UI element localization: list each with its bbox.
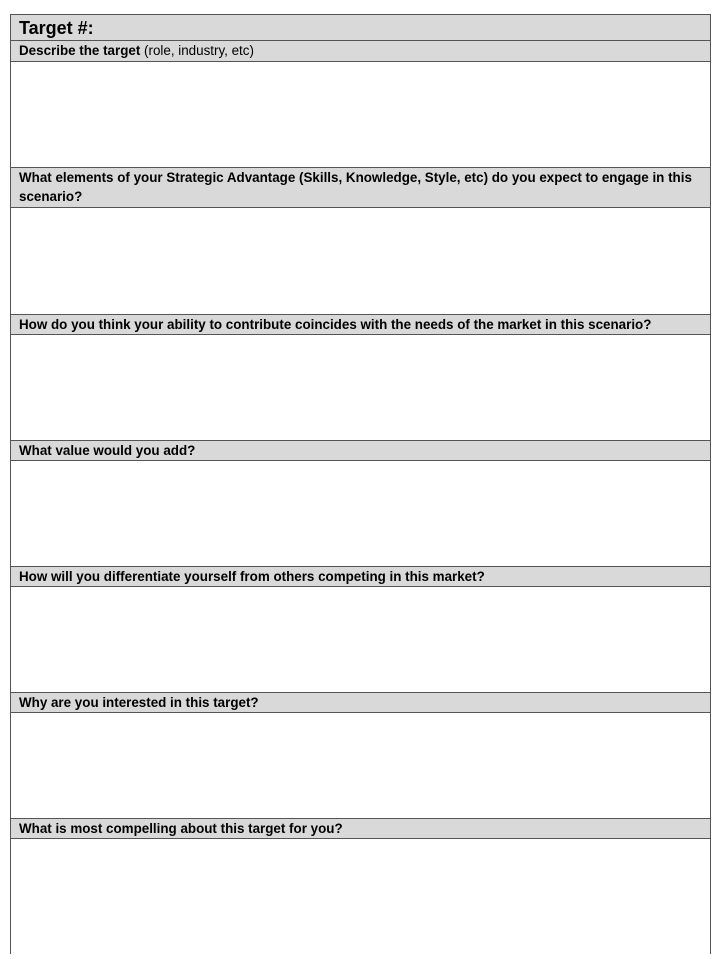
answer-box-value-add[interactable] — [11, 461, 710, 566]
question-bold-text: Describe the target — [19, 43, 141, 58]
question-most-compelling: What is most compelling about this target for you? — [11, 818, 710, 839]
question-value-add: What value would you add? — [11, 440, 710, 461]
question-describe-target — [11, 41, 710, 62]
answer-box-contribute-market-needs[interactable] — [11, 335, 710, 440]
answer-box-interest-reason[interactable] — [11, 713, 710, 818]
target-worksheet-form — [10, 14, 711, 954]
question-differentiate: How will you differentiate yourself from others competing in this market? — [11, 566, 710, 587]
question-normal-text: (role, industry, etc) — [140, 43, 254, 58]
question-contribute-market-needs: How do you think your ability to contribute coincides with the needs of the market in this scenario? — [11, 314, 710, 335]
question-strategic-advantage: What elements of your Strategic Advantage (Skills, Knowledge, Style, etc) do you expect to engage in this scenario? — [11, 167, 710, 208]
answer-box-most-compelling[interactable] — [11, 839, 710, 959]
question-interest-reason: Why are you interested in this target? — [11, 692, 710, 713]
answer-box-strategic-advantage[interactable] — [11, 208, 710, 314]
answer-box-differentiate[interactable] — [11, 587, 710, 692]
form-title: Target #: — [11, 15, 710, 41]
answer-box-describe-target[interactable] — [11, 62, 710, 167]
